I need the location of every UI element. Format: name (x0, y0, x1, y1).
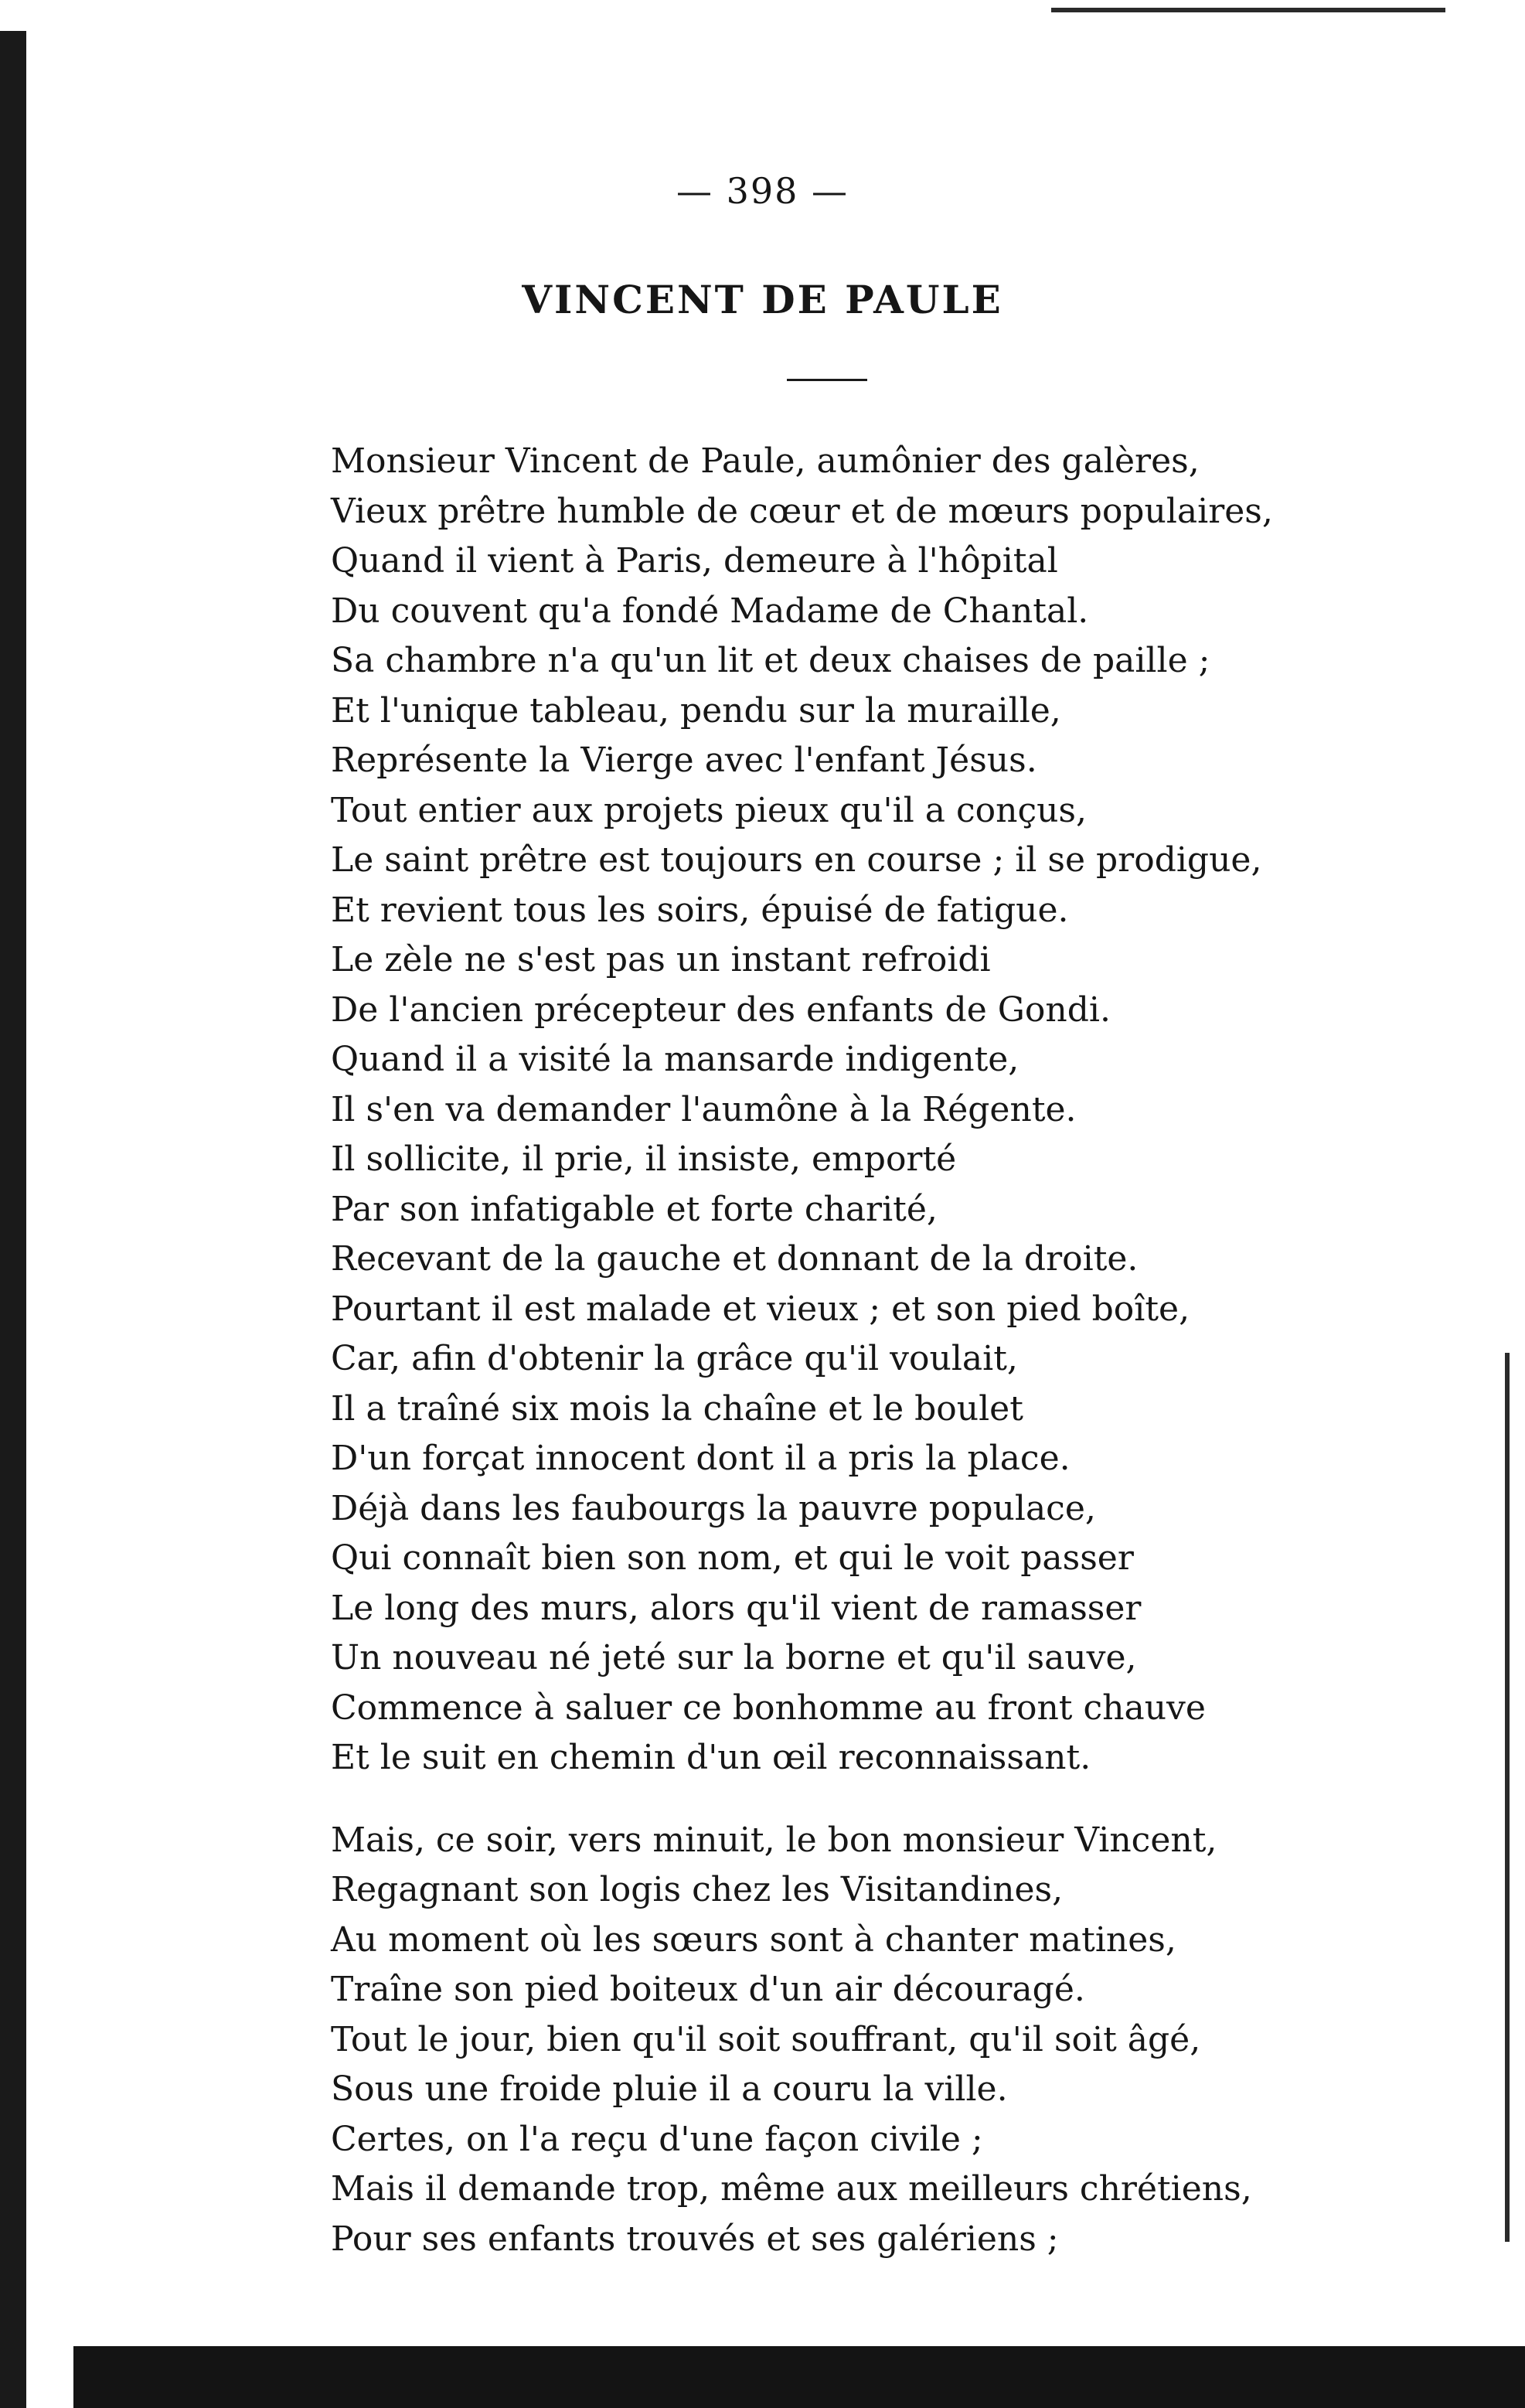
verse-line: Et revient tous les soirs, épuisé de fatigue. (331, 890, 1069, 930)
verse-line: Commence à saluer ce bonhomme au front chauve (331, 1688, 1206, 1728)
verse-line: Le saint prêtre est toujours en course ; il se prodigue, (331, 840, 1262, 880)
verse-line: Et le suit en chemin d'un œil reconnaissant. (331, 1738, 1091, 1777)
verse-line: Déjà dans les faubourgs la pauvre populace, (331, 1488, 1096, 1528)
verse-line: Un nouveau né jeté sur la borne et qu'il sauve, (331, 1638, 1137, 1677)
verse-line: Monsieur Vincent de Paule, aumônier des galères, (331, 441, 1200, 481)
verse-line: Pourtant il est malade et vieux ; et son pied boîte, (331, 1289, 1190, 1329)
verse-line: Regagnant son logis chez les Visitandines, (331, 1870, 1064, 1909)
verse-line: Car, afin d'obtenir la grâce qu'il voulait, (331, 1339, 1018, 1378)
verse-line: Mais, ce soir, vers minuit, le bon monsieur Vincent, (331, 1820, 1217, 1860)
verse-line: D'un forçat innocent dont il a pris la place. (331, 1439, 1071, 1478)
verse-line: Quand il a visité la mansarde indigente, (331, 1040, 1020, 1079)
scan-edge-left (0, 31, 26, 2408)
verse-line: Du couvent qu'a fondé Madame de Chantal. (331, 591, 1089, 631)
verse-line: Le long des murs, alors qu'il vient de ramasser (331, 1588, 1142, 1628)
verse-line: Le zèle ne s'est pas un instant refroidi (331, 940, 991, 979)
stanza-1 (331, 437, 1328, 1783)
verse-line: Quand il vient à Paris, demeure à l'hôpital (331, 541, 1058, 581)
verse-line: De l'ancien précepteur des enfants de Gondi. (331, 989, 1111, 1030)
verse-line: Tout entier aux projets pieux qu'il a conçus, (331, 790, 1087, 830)
verse-line: Et l'unique tableau, pendu sur la muraille, (331, 690, 1061, 731)
page-number: — 398 — (676, 170, 849, 212)
poem-body (331, 437, 1328, 2264)
verse-line: Sa chambre n'a qu'un lit et deux chaises de paille ; (331, 641, 1210, 680)
verse-line: Il sollicite, il prie, il insiste, emporté (331, 1139, 957, 1179)
verse-line: Traîne son pied boiteux d'un air découragé. (331, 1970, 1085, 2009)
scan-edge-bottom (73, 2346, 1525, 2408)
verse-line: Il a traîné six mois la chaîne et le boulet (331, 1388, 1023, 1429)
title-rule (787, 379, 867, 381)
verse-line: Recevant de la gauche et donnant de la droite. (331, 1239, 1139, 1279)
stanza-2 (331, 1816, 1328, 2265)
scan-edge-top (1051, 8, 1445, 12)
verse-line: Mais il demande trop, même aux meilleurs chrétiens, (331, 2169, 1252, 2209)
scan-edge-right (1505, 1353, 1510, 2242)
poem-title: VINCENT DE PAULE (522, 277, 1003, 322)
verse-line: Vieux prêtre humble de cœur et de mœurs populaires, (331, 491, 1273, 531)
verse-line: Au moment où les sœurs sont à chanter matines, (331, 1919, 1176, 1960)
verse-line: Certes, on l'a reçu d'une façon civile ; (331, 2119, 983, 2159)
verse-line: Représente la Vierge avec l'enfant Jésus. (331, 741, 1037, 780)
verse-line: Sous une froide pluie il a couru la ville. (331, 2069, 1008, 2109)
verse-line: Qui connaît bien son nom, et qui le voit passer (331, 1538, 1134, 1578)
verse-line: Par son infatigable et forte charité, (331, 1189, 938, 1229)
verse-line: Tout le jour, bien qu'il soit souffrant, qu'il soit âgé, (331, 2019, 1201, 2059)
verse-line: Pour ses enfants trouvés et ses galériens ; (331, 2219, 1059, 2259)
verse-line: Il s'en va demander l'aumône à la Régente. (331, 1089, 1077, 1129)
